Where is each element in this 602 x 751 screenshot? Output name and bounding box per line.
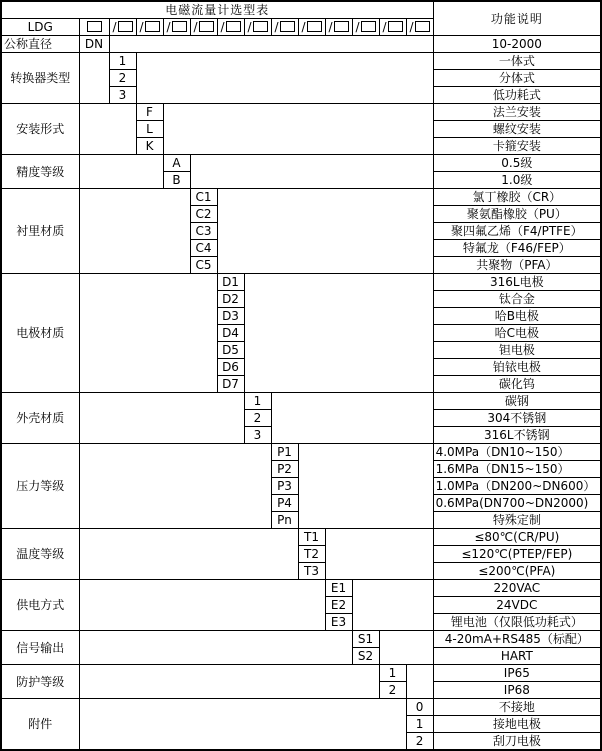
code-cell: 0: [406, 699, 433, 716]
model-slot-10: [352, 19, 379, 36]
description-cell: 24VDC: [433, 597, 601, 614]
code-box-icon: [280, 21, 295, 32]
code-box-icon: [199, 21, 214, 32]
empty-left-region: [79, 104, 136, 155]
description-cell: 碳化钨: [433, 376, 601, 393]
code-cell: C2: [190, 206, 217, 223]
code-cell: 1: [379, 665, 406, 682]
empty-right-region: [352, 580, 433, 631]
model-slot-4: [190, 19, 217, 36]
code-cell: L: [136, 121, 163, 138]
model-slot-3: [163, 19, 190, 36]
slash-separator: /: [112, 20, 117, 34]
empty-right-region: [217, 189, 433, 274]
code-cell: S1: [352, 631, 379, 648]
description-cell: 316L不锈钢: [433, 427, 601, 444]
function-column-header: 功能说明: [433, 1, 601, 36]
code-cell: DN: [79, 36, 109, 53]
selection-row: [1, 104, 601, 121]
empty-left-region: [79, 274, 217, 393]
row-group-label: 附件: [1, 699, 79, 751]
description-cell: 哈C电极: [433, 325, 601, 342]
code-cell: A: [163, 155, 190, 172]
row-group-label: 电极材质: [1, 274, 79, 393]
code-cell: K: [136, 138, 163, 155]
description-cell: 1.0MPa（DN200~DN600）: [433, 478, 601, 495]
code-box-icon: [226, 21, 241, 32]
row-group-label: 公称直径: [1, 36, 79, 53]
row-group-label: 压力等级: [1, 444, 79, 529]
code-cell: P4: [271, 495, 298, 512]
code-box-icon: [307, 21, 322, 32]
description-cell: 共聚物（PFA）: [433, 257, 601, 274]
model-slot-7: [271, 19, 298, 36]
row-group-label: 温度等级: [1, 529, 79, 580]
code-cell: E3: [325, 614, 352, 631]
selection-row: [1, 699, 601, 716]
empty-right-region: [109, 36, 433, 53]
selection-row: [1, 274, 601, 291]
description-cell: 0.6MPa(DN700~DN2000): [433, 495, 601, 512]
empty-left-region: [79, 393, 244, 444]
code-cell: E2: [325, 597, 352, 614]
description-cell: 不接地: [433, 699, 601, 716]
description-cell: ≤120℃(PTEP/FEP): [433, 546, 601, 563]
description-cell: HART: [433, 648, 601, 665]
row-group-label: 转换器类型: [1, 53, 79, 104]
description-cell: ≤200℃(PFA): [433, 563, 601, 580]
code-cell: D2: [217, 291, 244, 308]
code-box-icon: [388, 21, 403, 32]
empty-left-region: [79, 631, 352, 665]
description-cell: IP65: [433, 665, 601, 682]
code-cell: T2: [298, 546, 325, 563]
model-slot-9: [325, 19, 352, 36]
code-box-icon: [172, 21, 187, 32]
selection-row: [1, 53, 601, 70]
row-group-label: 衬里材质: [1, 189, 79, 274]
description-cell: 哈B电极: [433, 308, 601, 325]
description-cell: 碳钢: [433, 393, 601, 410]
code-cell: 2: [244, 410, 271, 427]
description-cell: 螺纹安装: [433, 121, 601, 138]
slash-separator: /: [355, 20, 360, 34]
description-cell: 10-2000: [433, 36, 601, 53]
empty-left-region: [79, 529, 298, 580]
code-cell: C1: [190, 189, 217, 206]
selection-row: [1, 36, 601, 53]
code-box-icon: [334, 21, 349, 32]
code-cell: C4: [190, 240, 217, 257]
empty-right-region: [244, 274, 433, 393]
code-cell: E1: [325, 580, 352, 597]
description-cell: 4.0MPa（DN10~150）: [433, 444, 601, 461]
slash-separator: /: [220, 20, 225, 34]
code-cell: T1: [298, 529, 325, 546]
description-cell: 分体式: [433, 70, 601, 87]
model-prefix: LDG: [1, 19, 79, 36]
table-title: 电磁流量计选型表: [1, 1, 433, 19]
slash-separator: /: [166, 20, 171, 34]
code-cell: 2: [406, 733, 433, 751]
code-cell: Pn: [271, 512, 298, 529]
code-box-icon: [145, 21, 160, 32]
empty-left-region: [79, 580, 325, 631]
slash-separator: /: [328, 20, 333, 34]
row-group-label: 防护等级: [1, 665, 79, 699]
slash-separator: /: [274, 20, 279, 34]
selection-row: [1, 580, 601, 597]
code-cell: 3: [109, 87, 136, 104]
code-cell: B: [163, 172, 190, 189]
code-cell: D7: [217, 376, 244, 393]
code-cell: 1: [109, 53, 136, 70]
code-cell: 1: [244, 393, 271, 410]
empty-right-region: [271, 393, 433, 444]
model-slot-0: [79, 19, 109, 36]
row-group-label: 精度等级: [1, 155, 79, 189]
description-cell: 接地电极: [433, 716, 601, 733]
code-cell: 2: [109, 70, 136, 87]
code-cell: D1: [217, 274, 244, 291]
description-cell: 1.0级: [433, 172, 601, 189]
empty-left-region: [79, 699, 406, 751]
selection-row: [1, 529, 601, 546]
selection-row: [1, 189, 601, 206]
empty-right-region: [379, 631, 433, 665]
model-slot-12: [406, 19, 433, 36]
model-slot-8: [298, 19, 325, 36]
code-cell: 3: [244, 427, 271, 444]
description-cell: 220VAC: [433, 580, 601, 597]
selection-row: [1, 393, 601, 410]
selection-rows: [1, 36, 601, 751]
description-cell: 一体式: [433, 53, 601, 70]
empty-right-region: [190, 155, 433, 189]
description-cell: 铂铱电极: [433, 359, 601, 376]
code-cell: F: [136, 104, 163, 121]
code-cell: T3: [298, 563, 325, 580]
description-cell: 锂电池（仅限低功耗式）: [433, 614, 601, 631]
code-cell: D5: [217, 342, 244, 359]
slash-separator: /: [382, 20, 387, 34]
model-slot-6: [244, 19, 271, 36]
code-box-icon: [415, 21, 430, 32]
description-cell: 4-20mA+RS485（标配）: [433, 631, 601, 648]
empty-left-region: [79, 665, 379, 699]
description-cell: 特氟龙（F46/FEP）: [433, 240, 601, 257]
code-box-icon: [87, 21, 102, 32]
description-cell: ≤80℃(CR/PU): [433, 529, 601, 546]
description-cell: 氯丁橡胶（CR）: [433, 189, 601, 206]
empty-right-region: [325, 529, 433, 580]
selection-row: [1, 631, 601, 648]
row-group-label: 外壳材质: [1, 393, 79, 444]
code-box-icon: [253, 21, 268, 32]
description-cell: IP68: [433, 682, 601, 699]
code-box-icon: [361, 21, 376, 32]
empty-left-region: [79, 189, 190, 274]
empty-left-region: [79, 53, 109, 104]
code-cell: 1: [406, 716, 433, 733]
description-cell: 特殊定制: [433, 512, 601, 529]
empty-left-region: [79, 155, 163, 189]
description-cell: 聚氨酯橡胶（PU）: [433, 206, 601, 223]
title-row: [1, 1, 601, 19]
selection-row: [1, 155, 601, 172]
description-cell: 1.6MPa（DN15~150）: [433, 461, 601, 478]
model-slot-11: [379, 19, 406, 36]
code-cell: D6: [217, 359, 244, 376]
code-cell: 2: [379, 682, 406, 699]
selection-row: [1, 444, 601, 461]
code-cell: P2: [271, 461, 298, 478]
row-group-label: 供电方式: [1, 580, 79, 631]
slash-separator: /: [409, 20, 414, 34]
description-cell: 卡箍安装: [433, 138, 601, 155]
selection-row: [1, 665, 601, 682]
slash-separator: /: [193, 20, 198, 34]
description-cell: 法兰安装: [433, 104, 601, 121]
description-cell: 聚四氟乙烯（F4/PTFE）: [433, 223, 601, 240]
empty-right-region: [163, 104, 433, 155]
code-cell: P3: [271, 478, 298, 495]
description-cell: 0.5级: [433, 155, 601, 172]
code-box-icon: [118, 21, 133, 32]
description-cell: 钛合金: [433, 291, 601, 308]
empty-right-region: [298, 444, 433, 529]
code-cell: S2: [352, 648, 379, 665]
code-cell: D3: [217, 308, 244, 325]
code-cell: D4: [217, 325, 244, 342]
description-cell: 316L电极: [433, 274, 601, 291]
code-cell: P1: [271, 444, 298, 461]
slash-separator: /: [247, 20, 252, 34]
description-cell: 刮刀电极: [433, 733, 601, 751]
code-cell: C3: [190, 223, 217, 240]
row-group-label: 安装形式: [1, 104, 79, 155]
slash-separator: /: [139, 20, 144, 34]
description-cell: 304不锈钢: [433, 410, 601, 427]
code-cell: C5: [190, 257, 217, 274]
model-slot-2: [136, 19, 163, 36]
row-group-label: 信号输出: [1, 631, 79, 665]
model-slot-1: [109, 19, 136, 36]
description-cell: 低功耗式: [433, 87, 601, 104]
description-cell: 钽电极: [433, 342, 601, 359]
empty-left-region: [79, 444, 271, 529]
model-slot-5: [217, 19, 244, 36]
slash-separator: /: [301, 20, 306, 34]
empty-right-region: [136, 53, 433, 104]
empty-right-region: [406, 665, 433, 699]
